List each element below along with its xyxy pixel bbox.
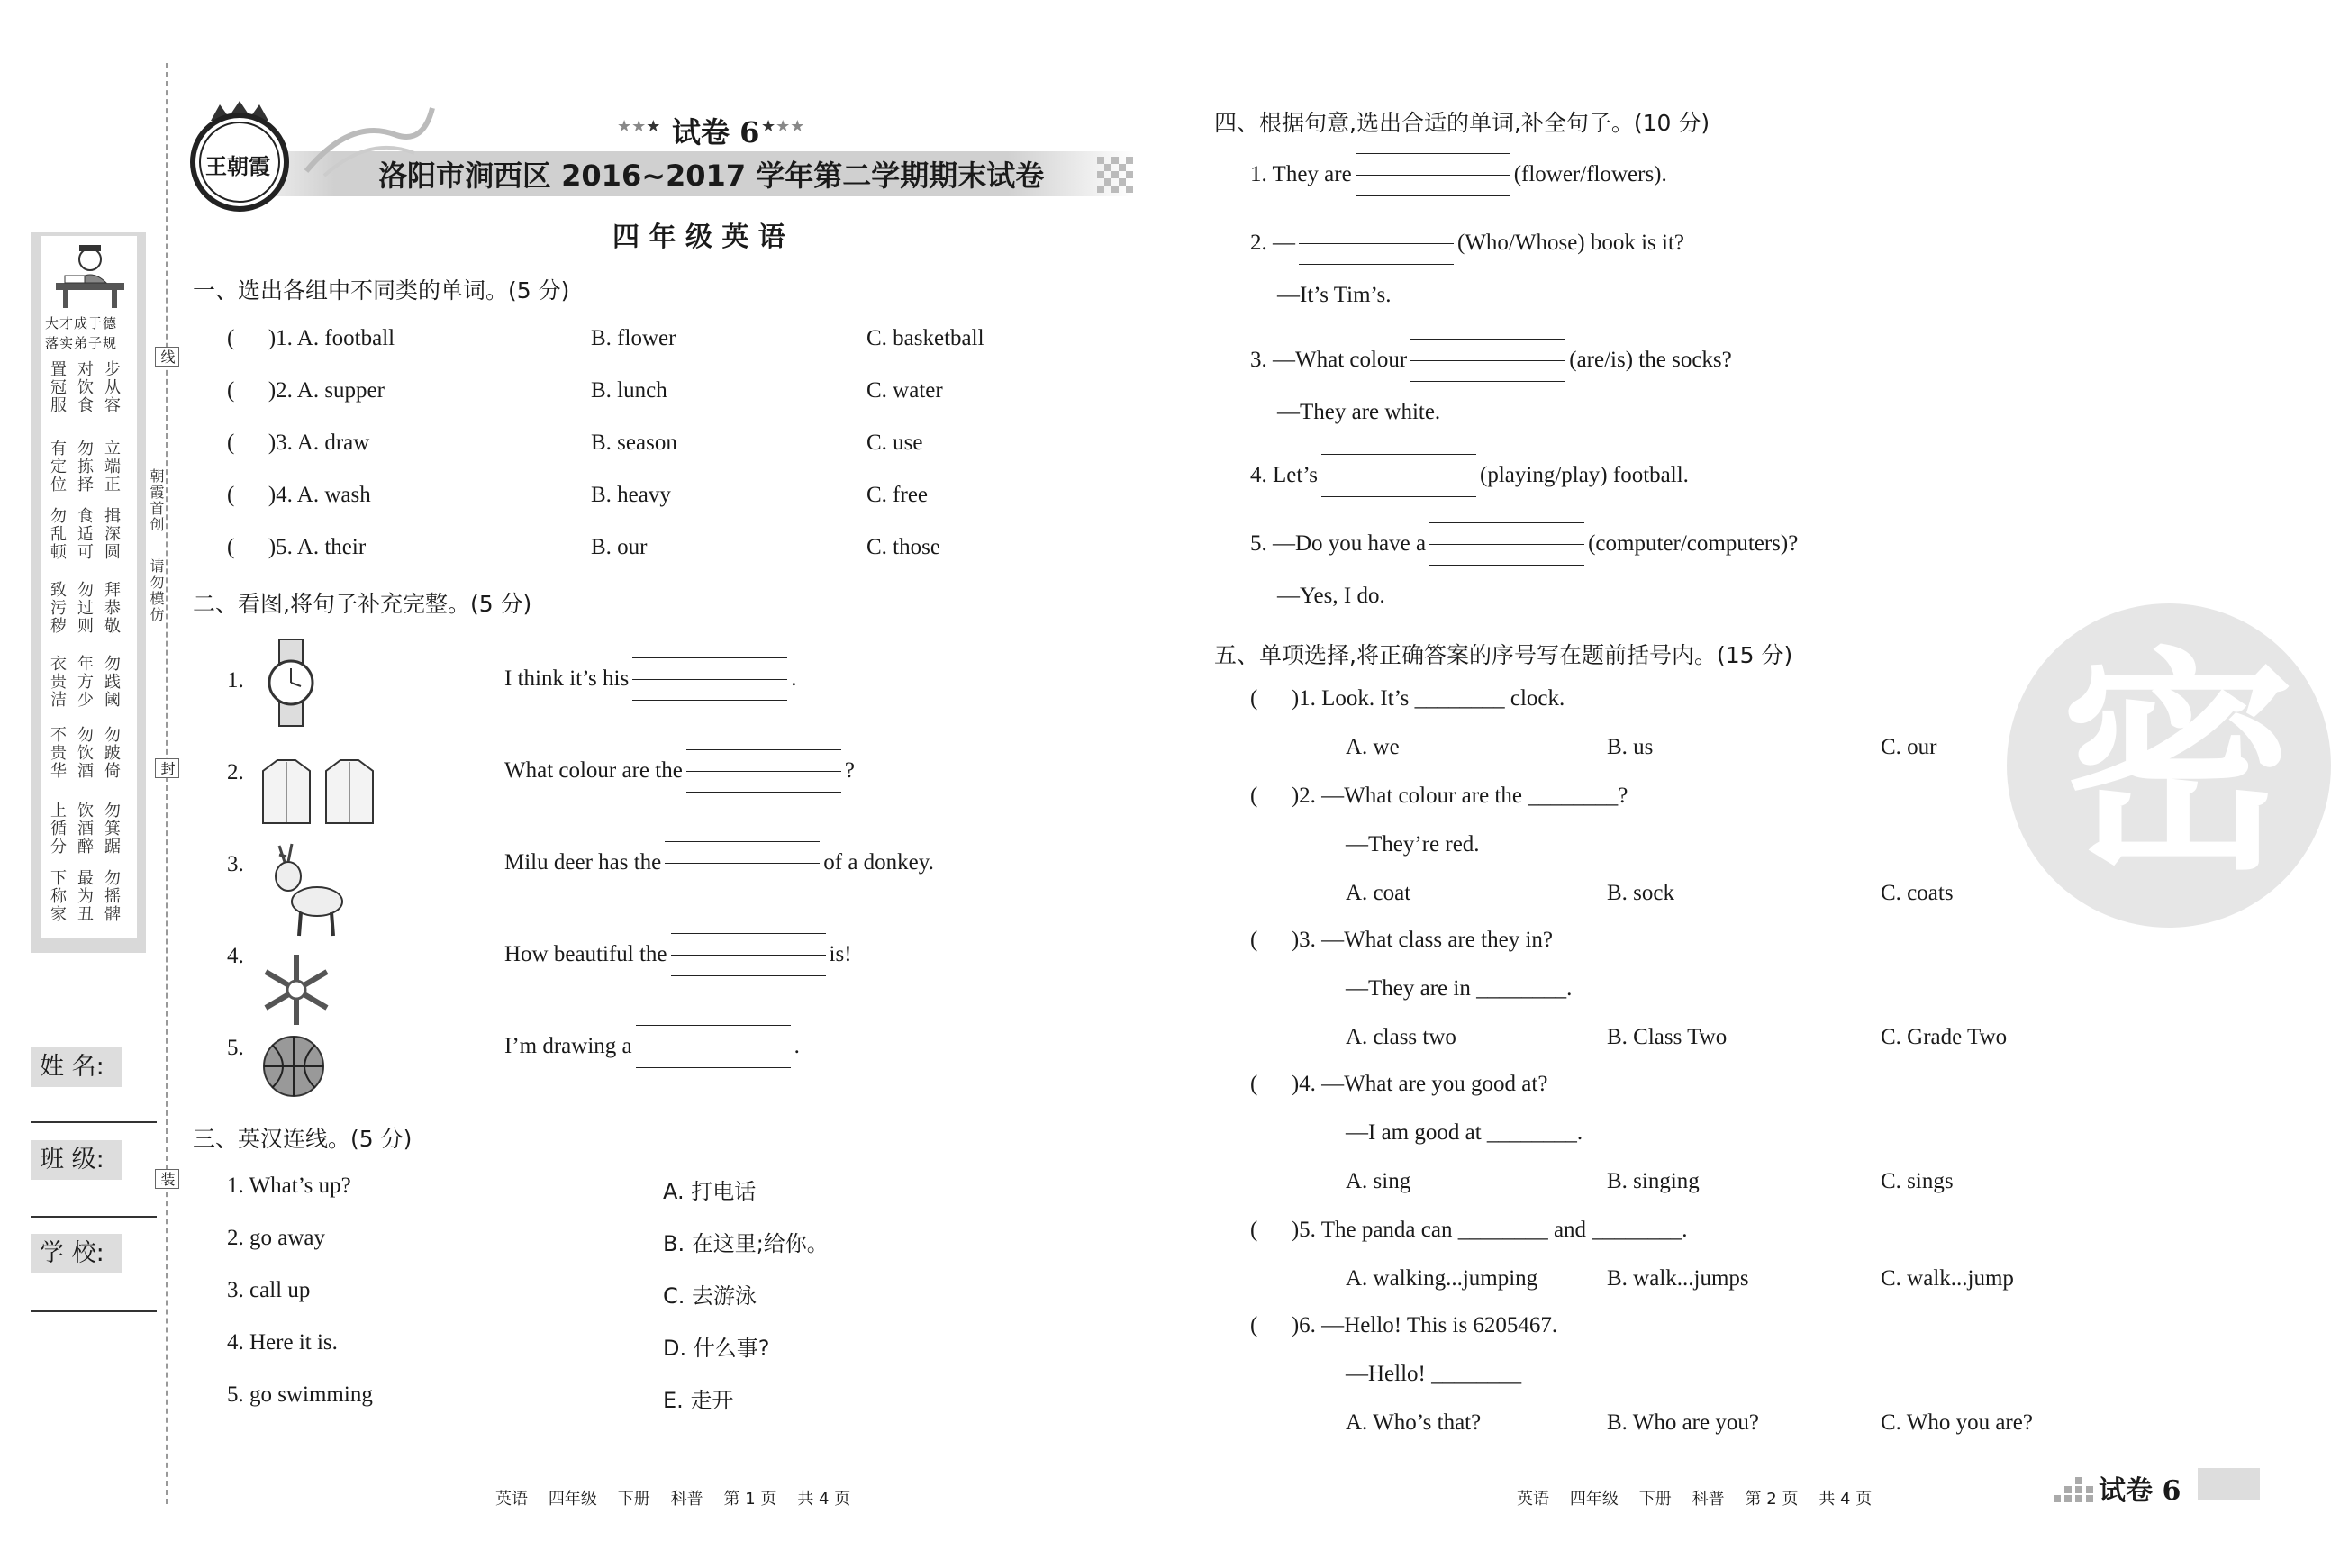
s2-sentence-pre: Milu deer has the	[504, 850, 662, 875]
s4-sentence	[1250, 153, 1667, 196]
s2-number: 1.	[227, 668, 244, 693]
s1-item-a: ( )1. A. football	[227, 326, 395, 350]
verse-column: 勿乱顿	[48, 507, 67, 561]
s2-sentence	[504, 749, 855, 793]
class-label: 班 级:	[31, 1140, 122, 1180]
basketball-icon	[261, 1034, 326, 1099]
s2-sentence-post: .	[791, 666, 797, 691]
s2-sentence-pre: What colour are the	[504, 758, 683, 783]
match-left-item[interactable]: 4. Here it is.	[227, 1330, 338, 1355]
s5-dialogue-line: —Hello! ________	[1346, 1362, 1522, 1386]
s4-sentence-pre: 2. —	[1250, 231, 1295, 255]
s4-sentence	[1250, 339, 1732, 382]
verse-column: 勿箕踞	[102, 802, 121, 856]
verse-column: 年方少	[75, 655, 94, 709]
match-right-item[interactable]: E. 走开	[663, 1388, 734, 1413]
verse-column: 揖深圆	[102, 507, 121, 561]
match-right-item[interactable]: D. 什么事?	[663, 1336, 770, 1361]
exam-title: 洛阳市涧西区 2016~2017 学年第二学期期末试卷	[378, 159, 1045, 193]
s5-option[interactable]: B. sock	[1607, 881, 1674, 905]
school-field[interactable]	[31, 1310, 157, 1312]
s1-item-b: B. flower	[591, 326, 676, 350]
s4-answer-line: —It’s Tim’s.	[1277, 283, 1392, 307]
section3-heading: 三、英汉连线。(5 分)	[193, 1126, 413, 1152]
s4-sentence	[1250, 522, 1798, 566]
verse-column: 对饮食	[75, 360, 94, 414]
section5-heading: 五、单项选择,将正确答案的序号写在题前括号内。(15 分)	[1214, 642, 1793, 668]
s2-number: 2.	[227, 760, 244, 784]
s4-sentence-post: (computer/computers)?	[1588, 531, 1799, 556]
verse-column: 拜恭敬	[102, 581, 121, 635]
s4-sentence-post: (playing/play) football.	[1480, 463, 1689, 487]
exam-badge: 试卷 6	[672, 115, 760, 150]
s5-question: ( )6. —Hello! This is 6205467.	[1250, 1313, 1558, 1337]
verse-column: 衣贵洁	[48, 655, 67, 709]
s2-answer-blank[interactable]	[636, 1025, 791, 1068]
s2-number: 4.	[227, 944, 244, 968]
side-mark-zhuang: 装	[155, 1169, 179, 1189]
s1-item-c: C. water	[866, 378, 943, 403]
s1-item-b: B. heavy	[591, 483, 671, 507]
exam-subtitle: 四 年 级 英 语	[612, 222, 785, 253]
s4-sentence-pre: 3. —What colour	[1250, 348, 1408, 372]
s1-item-b: B. our	[591, 535, 648, 559]
s5-question: ( )5. The panda can ________ and ________.	[1250, 1218, 1688, 1242]
verse-column: 不贵华	[48, 726, 67, 780]
s2-sentence-pre: How beautiful the	[504, 942, 667, 966]
s4-answer-line: —They are white.	[1277, 400, 1441, 424]
s2-sentence	[504, 657, 796, 701]
verse-column: 勿践阈	[102, 655, 121, 709]
s2-answer-blank[interactable]	[665, 841, 820, 884]
motto-line-2: 落实弟子规	[45, 335, 118, 351]
name-label: 姓 名:	[31, 1047, 122, 1087]
verse-column: 勿跛倚	[102, 726, 121, 780]
verse-column: 立端正	[102, 440, 121, 494]
footer-right: 英语 四年级 下册 科普 第 2 页 共 4 页	[1517, 1490, 1873, 1509]
s5-option[interactable]: C. Grade Two	[1881, 1025, 2008, 1049]
s4-answer-line: —Yes, I do.	[1277, 584, 1385, 608]
watermark-seal	[2007, 603, 2331, 928]
s4-answer-blank[interactable]	[1299, 222, 1454, 265]
s2-answer-blank[interactable]	[686, 749, 841, 793]
s5-option[interactable]: B. singing	[1607, 1169, 1700, 1193]
match-left-item[interactable]: 5. go swimming	[227, 1382, 373, 1407]
s1-item-c: C. basketball	[866, 326, 984, 350]
s2-sentence-post: of a donkey.	[823, 850, 934, 875]
s2-sentence-post: is!	[829, 942, 852, 966]
s4-answer-blank[interactable]	[1356, 153, 1510, 196]
badge-stars-right: ★★★	[761, 117, 805, 135]
name-field[interactable]	[31, 1121, 157, 1123]
match-right-item[interactable]: C. 去游泳	[663, 1283, 757, 1309]
watch-icon	[259, 638, 322, 728]
binding-dashed-line	[166, 63, 168, 1504]
s2-sentence-post: .	[794, 1034, 800, 1058]
s4-sentence-pre: 4. Let’s	[1250, 463, 1318, 487]
footer-left: 英语 四年级 下册 科普 第 1 页 共 4 页	[495, 1490, 851, 1509]
verse-column: 上循分	[48, 802, 67, 856]
verse-column: 置冠服	[48, 360, 67, 414]
s5-option[interactable]: A. Who’s that?	[1346, 1410, 1482, 1435]
s4-sentence-pre: 1. They are	[1250, 162, 1352, 186]
badge-stars-left: ★★★	[617, 117, 661, 135]
s5-option[interactable]: A. coat	[1346, 881, 1411, 905]
s1-item-a: ( )5. A. their	[227, 535, 367, 559]
s5-option[interactable]: B. Who are you?	[1607, 1410, 1759, 1435]
motto-line-1: 大才成于德	[45, 315, 118, 331]
footer-band	[2198, 1468, 2260, 1500]
s5-option[interactable]: A. sing	[1346, 1169, 1411, 1193]
s5-question: ( )1. Look. It’s ________ clock.	[1250, 686, 1565, 711]
side-mark-feng: 封	[155, 758, 179, 778]
s2-number: 3.	[227, 852, 244, 876]
verse-column: 致污秽	[48, 581, 67, 635]
s2-sentence-post: ?	[844, 758, 855, 783]
watermark-text: 密	[2061, 630, 2295, 902]
s2-answer-blank[interactable]	[671, 933, 826, 976]
s4-answer-blank[interactable]	[1410, 339, 1565, 382]
s2-number: 5.	[227, 1036, 244, 1060]
verse-column: 最为丑	[75, 869, 94, 923]
s5-dialogue-line: —They’re red.	[1346, 832, 1480, 857]
section1-heading: 一、选出各组中不同类的单词。(5 分)	[193, 277, 570, 304]
s5-option[interactable]: C. our	[1881, 735, 1937, 759]
section4-heading: 四、根据句意,选出合适的单词,补全句子。(10 分)	[1214, 110, 1710, 136]
s5-dialogue-line: —I am good at ________.	[1346, 1120, 1583, 1145]
side-mark-xian: 线	[155, 347, 179, 367]
s4-sentence	[1250, 454, 1689, 497]
s5-option[interactable]: B. walk...jumps	[1607, 1266, 1749, 1291]
logo-text: 王朝霞	[205, 153, 270, 179]
match-left-item[interactable]: 1. What’s up?	[227, 1174, 351, 1198]
s1-item-a: ( )4. A. wash	[227, 483, 371, 507]
verse-column: 勿摇髀	[102, 869, 121, 923]
s4-answer-blank[interactable]	[1429, 522, 1584, 566]
s5-option[interactable]: C. walk...jump	[1881, 1266, 2014, 1291]
s5-question: ( )2. —What colour are the ________?	[1250, 784, 1628, 808]
match-left-item[interactable]: 2. go away	[227, 1226, 325, 1250]
verse-column: 饮酒醉	[75, 802, 94, 856]
s5-option[interactable]: C. sings	[1881, 1169, 1954, 1193]
s4-sentence-post: (are/is) the socks?	[1569, 348, 1732, 372]
verse-column: 步从容	[102, 360, 121, 414]
side-note-2: 请勿模仿	[148, 558, 165, 623]
verse-column: 勿拣择	[75, 440, 94, 494]
s1-item-c: C. those	[866, 535, 940, 559]
verse-column: 食适可	[75, 507, 94, 561]
footer-checker-icon	[2054, 1477, 2095, 1504]
s5-option[interactable]: C. Who you are?	[1881, 1410, 2033, 1435]
class-field[interactable]	[31, 1216, 157, 1218]
snowflake-icon	[258, 951, 335, 1029]
s5-option[interactable]: B. us	[1607, 735, 1654, 759]
match-left-item[interactable]: 3. call up	[227, 1278, 311, 1302]
s5-option[interactable]: C. coats	[1881, 881, 1954, 905]
s5-option[interactable]: A. we	[1346, 735, 1400, 759]
s1-item-b: B. lunch	[591, 378, 667, 403]
match-right-item[interactable]: A. 打电话	[663, 1179, 757, 1204]
s4-sentence-post: (flower/flowers).	[1513, 162, 1667, 186]
s2-sentence	[504, 1025, 800, 1068]
match-right-item[interactable]: B. 在这里;给你。	[663, 1231, 829, 1256]
side-note-1: 朝霞首创	[148, 468, 165, 533]
scholar-icon	[47, 240, 133, 312]
checker-decoration-icon	[1097, 157, 1133, 193]
s4-sentence-pre: 5. —Do you have a	[1250, 531, 1427, 556]
footer-badge: 试卷 6	[2099, 1475, 2181, 1507]
s2-sentence-pre: I think it’s his	[504, 666, 630, 691]
s5-question: ( )4. —What are you good at?	[1250, 1072, 1548, 1096]
s5-option[interactable]: A. class two	[1346, 1025, 1456, 1049]
s1-item-c: C. free	[866, 483, 929, 507]
s1-item-b: B. season	[591, 431, 677, 455]
s5-option[interactable]: A. walking...jumping	[1346, 1266, 1538, 1291]
s5-dialogue-line: —They are in ________.	[1346, 976, 1573, 1001]
school-label: 学 校:	[31, 1234, 122, 1273]
s4-sentence-post: (Who/Whose) book is it?	[1457, 231, 1685, 255]
s2-sentence	[504, 841, 934, 884]
s1-item-a: ( )2. A. supper	[227, 378, 385, 403]
verse-column: 有定位	[48, 440, 67, 494]
s2-answer-blank[interactable]	[632, 657, 787, 701]
s4-sentence	[1250, 222, 1684, 265]
s2-sentence-pre: I’m drawing a	[504, 1034, 632, 1058]
verse-column: 勿饮酒	[75, 726, 94, 780]
verse-column: 勿过则	[75, 581, 94, 635]
s1-item-c: C. use	[866, 431, 923, 455]
shirts-icon	[256, 755, 391, 827]
s5-option[interactable]: B. Class Two	[1607, 1025, 1728, 1049]
s4-answer-blank[interactable]	[1321, 454, 1476, 497]
s2-sentence	[504, 933, 852, 976]
verse-column: 下称家	[48, 869, 67, 923]
deer-icon	[261, 842, 351, 941]
s5-question: ( )3. —What class are they in?	[1250, 928, 1553, 952]
s1-item-a: ( )3. A. draw	[227, 431, 370, 455]
section2-heading: 二、看图,将句子补充完整。(5 分)	[193, 591, 532, 617]
